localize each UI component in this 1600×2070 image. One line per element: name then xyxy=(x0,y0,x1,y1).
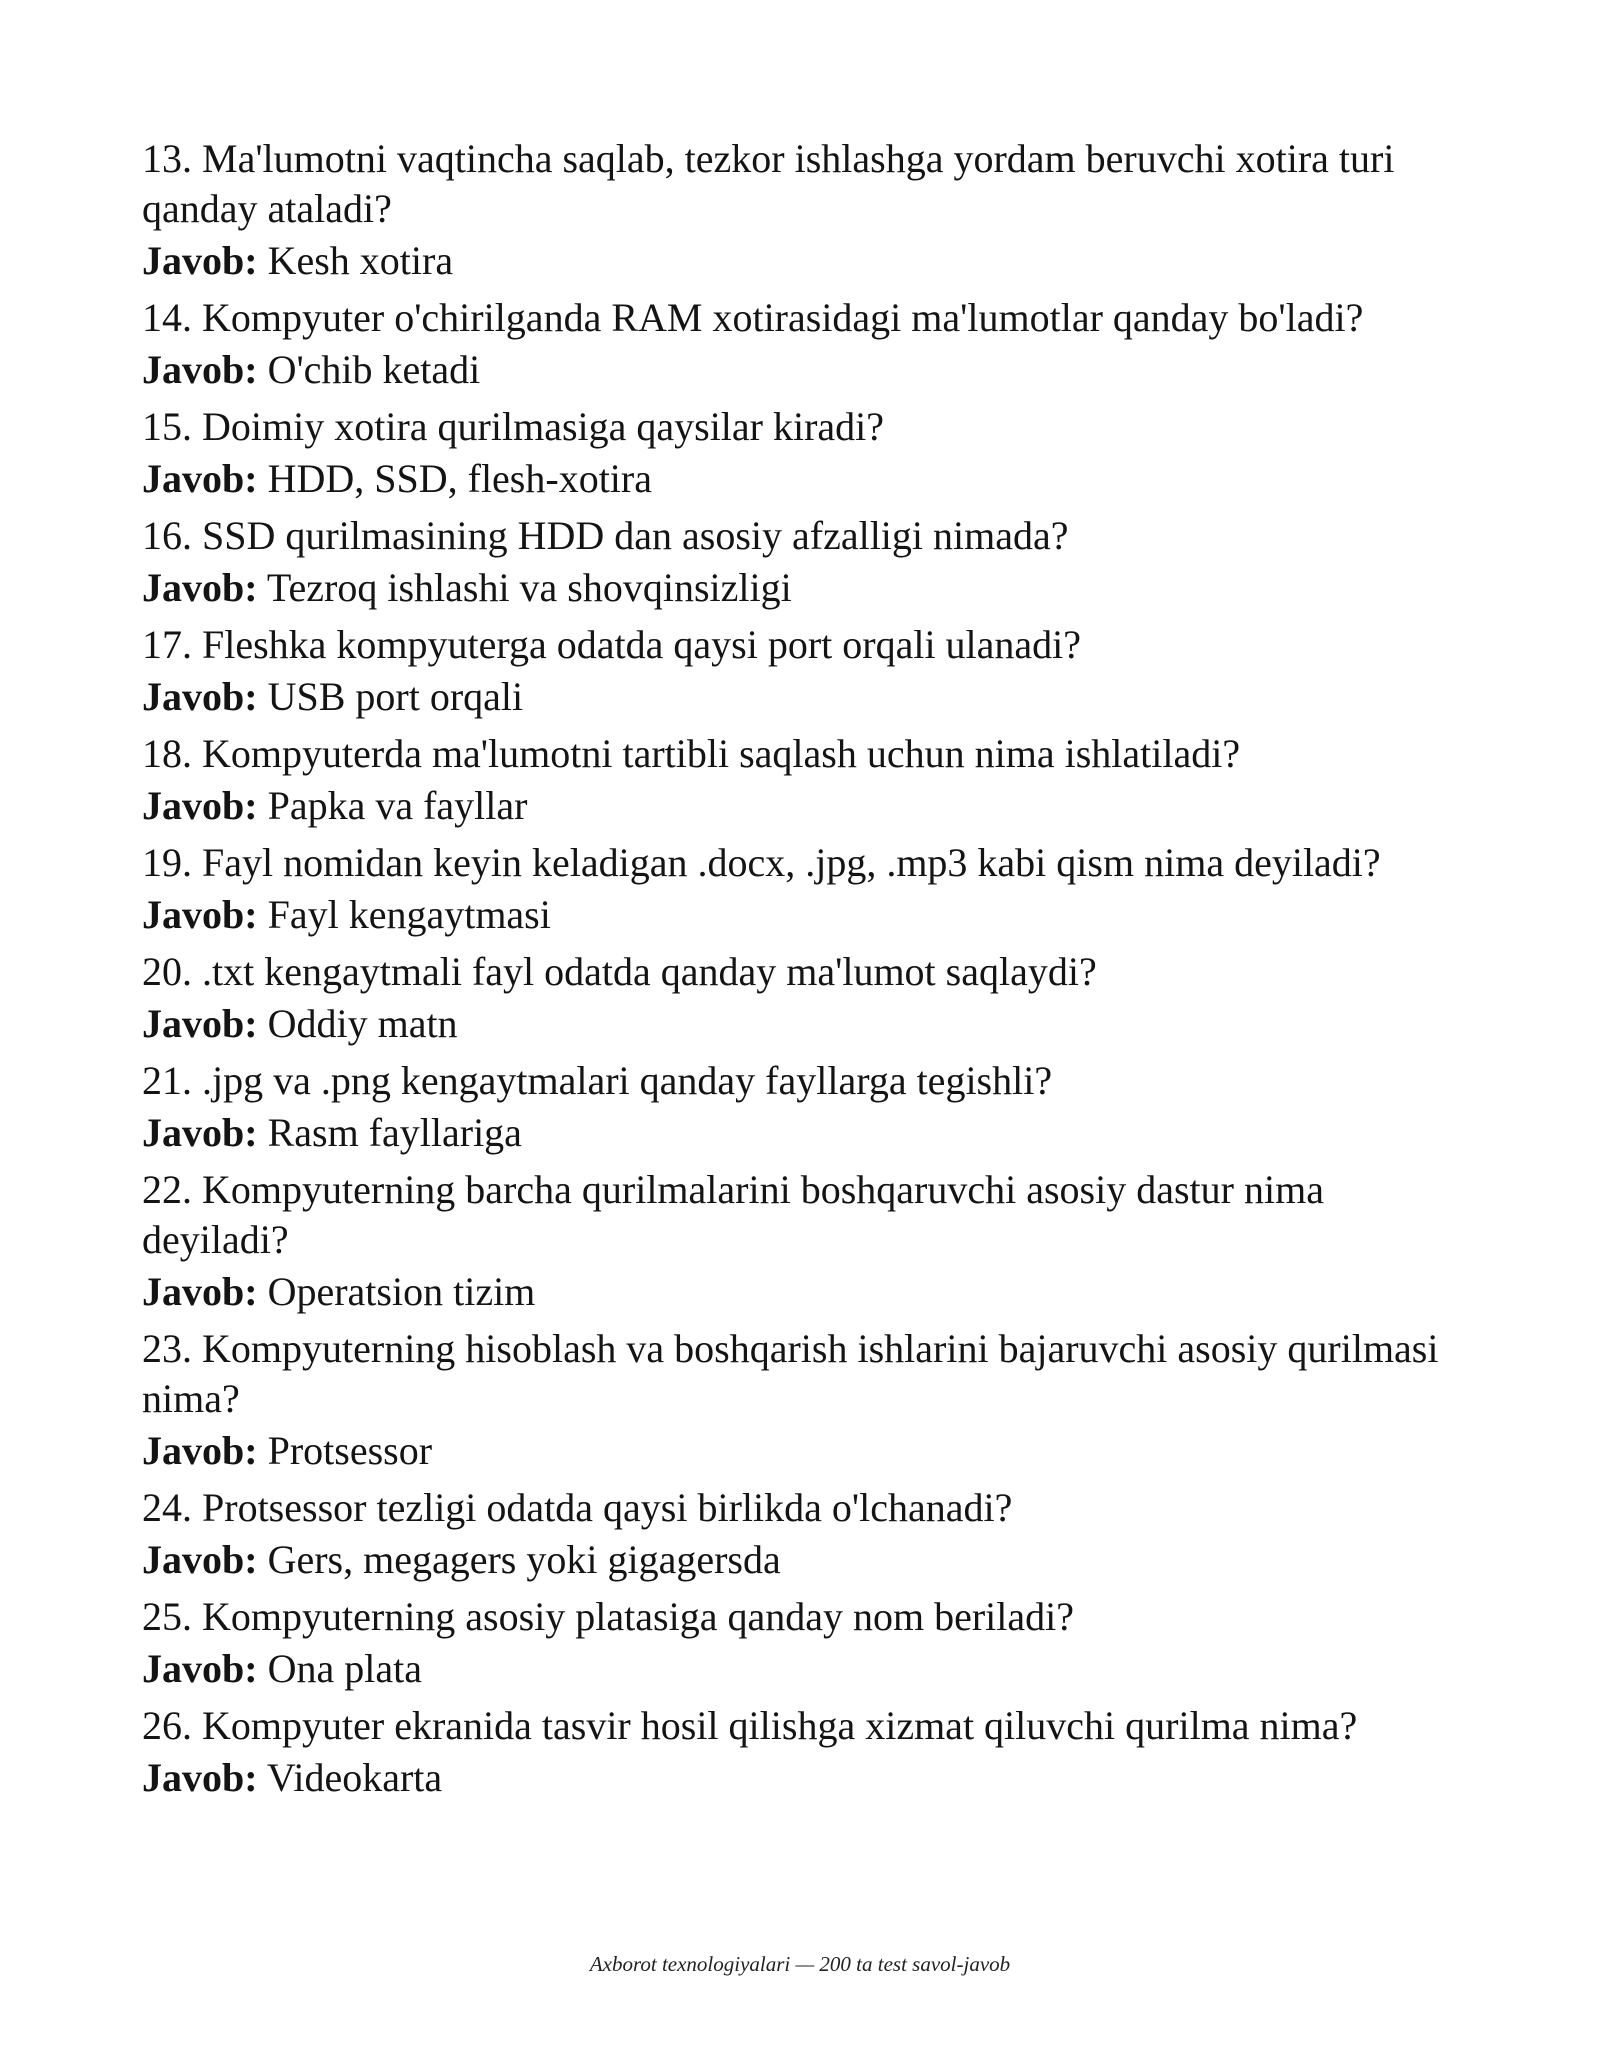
question-text: 13. Ma'lumotni vaqtincha saqlab, tezkor ishlashga yordam beruvchi xotira turi qanday ataladi? xyxy=(142,136,1395,231)
question-text: 14. Kompyuter o'chirilganda RAM xotirasidagi ma'lumotlar qanday bo'ladi? xyxy=(142,295,1364,340)
qa-item xyxy=(142,1056,1462,1160)
qa-item xyxy=(142,511,1462,615)
answer-text: Papka va fayllar xyxy=(267,783,528,828)
answer-label: Javob: xyxy=(142,1755,258,1800)
question-text: 16. SSD qurilmasining HDD dan asosiy afzalligi nimada? xyxy=(142,513,1069,558)
answer-line xyxy=(142,452,1462,506)
qa-item xyxy=(142,838,1462,942)
answer-label: Javob: xyxy=(142,1001,258,1046)
answer-text: Oddiy matn xyxy=(267,1001,458,1046)
document-page xyxy=(142,134,1462,1810)
answer-text: Kesh xotira xyxy=(267,238,454,283)
answer-line xyxy=(142,997,1462,1051)
answer-label: Javob: xyxy=(142,456,258,501)
question-text: 24. Protsessor tezligi odatda qaysi birlikda o'lchanadi? xyxy=(142,1485,1013,1530)
answer-label: Javob: xyxy=(142,1428,258,1473)
qa-item xyxy=(142,134,1462,288)
answer-text: Ona plata xyxy=(267,1646,422,1691)
answer-line xyxy=(142,888,1462,942)
answer-line xyxy=(142,1424,1462,1478)
answer-line xyxy=(142,234,1462,288)
answer-label: Javob: xyxy=(142,892,258,937)
answer-label: Javob: xyxy=(142,783,258,828)
answer-text: HDD, SSD, flesh-xotira xyxy=(267,456,652,501)
answer-label: Javob: xyxy=(142,1110,258,1155)
qa-item xyxy=(142,1165,1462,1319)
answer-text: Protsessor xyxy=(267,1428,433,1473)
question-text: 20. .txt kengaytmali fayl odatda qanday ma'lumot saqlaydi? xyxy=(142,949,1097,994)
question-text: 17. Fleshka kompyuterga odatda qaysi port orqali ulanadi? xyxy=(142,622,1082,667)
qa-item xyxy=(142,1483,1462,1587)
answer-line xyxy=(142,779,1462,833)
answer-line xyxy=(142,1106,1462,1160)
answer-line xyxy=(142,1642,1462,1696)
answer-text: Videokarta xyxy=(266,1755,443,1800)
question-text: 22. Kompyuterning barcha qurilmalarini boshqaruvchi asosiy dastur nima deyiladi? xyxy=(142,1167,1324,1262)
question-text: 19. Fayl nomidan keyin keladigan .docx, .jpg, .mp3 kabi qism nima deyiladi? xyxy=(142,840,1381,885)
qa-item xyxy=(142,1592,1462,1696)
question-text: 23. Kompyuterning hisoblash va boshqarish ishlarini bajaruvchi asosiy qurilmasi nima? xyxy=(142,1326,1439,1421)
answer-label: Javob: xyxy=(142,347,258,392)
question-text: 15. Doimiy xotira qurilmasiga qaysilar kiradi? xyxy=(142,404,885,449)
qa-item xyxy=(142,402,1462,506)
answer-text: Gers, megagers yoki gigagersda xyxy=(267,1537,781,1582)
answer-line xyxy=(142,1533,1462,1587)
question-text: 26. Kompyuter ekranida tasvir hosil qilishga xizmat qiluvchi qurilma nima? xyxy=(142,1703,1358,1748)
answer-line xyxy=(142,1751,1462,1805)
answer-line xyxy=(142,1265,1462,1319)
answer-text: USB port orqali xyxy=(267,674,524,719)
qa-item xyxy=(142,620,1462,724)
qa-item xyxy=(142,293,1462,397)
answer-line xyxy=(142,561,1462,615)
answer-label: Javob: xyxy=(142,238,258,283)
question-text: 25. Kompyuterning asosiy platasiga qanday nom beriladi? xyxy=(142,1594,1075,1639)
qa-item xyxy=(142,1701,1462,1805)
answer-label: Javob: xyxy=(142,1269,258,1314)
qa-item xyxy=(142,729,1462,833)
qa-item xyxy=(142,947,1462,1051)
answer-text: Rasm fayllariga xyxy=(267,1110,522,1155)
answer-text: Operatsion tizim xyxy=(267,1269,536,1314)
question-text: 21. .jpg va .png kengaytmalari qanday fayllarga tegishli? xyxy=(142,1058,1053,1103)
answer-line xyxy=(142,343,1462,397)
answer-text: O'chib ketadi xyxy=(267,347,481,392)
answer-label: Javob: xyxy=(142,1537,258,1582)
answer-label: Javob: xyxy=(142,674,258,719)
answer-line xyxy=(142,670,1462,724)
answer-text: Tezroq ishlashi va shovqinsizligi xyxy=(266,565,792,610)
answer-text: Fayl kengaytmasi xyxy=(267,892,551,937)
page-footer: Axborot texnologiyalari — 200 ta test savol-javob xyxy=(589,1952,1011,1976)
answer-label: Javob: xyxy=(142,1646,258,1691)
question-text: 18. Kompyuterda ma'lumotni tartibli saqlash uchun nima ishlatiladi? xyxy=(142,731,1241,776)
qa-item xyxy=(142,1324,1462,1478)
answer-label: Javob: xyxy=(142,565,258,610)
